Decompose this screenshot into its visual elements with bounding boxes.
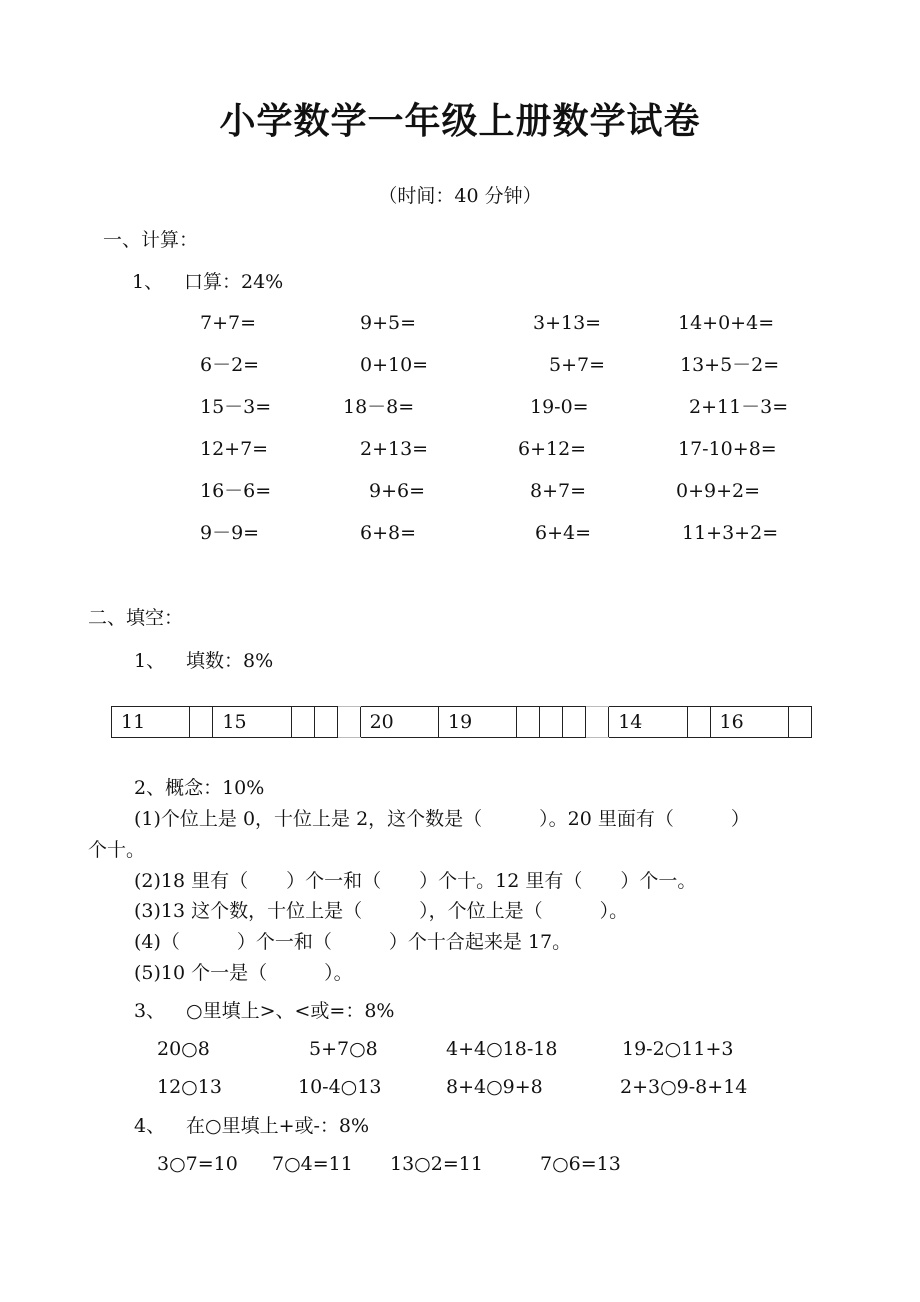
sequence-blank-cell[interactable] <box>586 707 609 738</box>
arith-item: 18－8= <box>343 396 415 418</box>
compare-item: 10-4○13 <box>298 1076 382 1098</box>
sequence-blank-cell[interactable] <box>563 707 586 738</box>
fill-number-label: 填数：8% <box>186 650 274 672</box>
compare-label: ○里填上>、<或=：8% <box>186 1000 395 1022</box>
compare-item: 4+4○18-18 <box>446 1038 558 1060</box>
fill-number-number: 1、 <box>134 650 166 672</box>
arith-item: 0+10= <box>360 354 429 376</box>
page-title: 小学数学一年级上册数学试卷 <box>219 101 701 142</box>
compare-item: 20○8 <box>157 1038 210 1060</box>
compare-item: 5+7○8 <box>309 1038 378 1060</box>
section-2-heading: 二、填空： <box>88 607 184 629</box>
operator-item: 7○4=11 <box>272 1153 353 1175</box>
concept-item: (4)（ ）个一和（ ）个十合起来是 17。 <box>134 931 572 953</box>
arith-item: 3+13= <box>533 312 602 334</box>
sequence-cell: 19 <box>439 707 517 738</box>
compare-item: 2+3○9-8+14 <box>620 1076 748 1098</box>
arith-item: 7+7= <box>200 312 257 334</box>
compare-item: 12○13 <box>157 1076 222 1098</box>
concept-label: 2、概念：10% <box>134 777 265 799</box>
sequence-cell: 16 <box>710 707 788 738</box>
arith-item: 9－9= <box>200 522 260 544</box>
sequence-cell: 20 <box>360 707 438 738</box>
arith-item: 19-0= <box>530 396 589 418</box>
arith-item: 0+9+2= <box>676 480 761 502</box>
concept-item: (1)个位上是 0，十位上是 2，这个数是（ ）。20 里面有（ ） <box>134 808 750 830</box>
concept-item: (2)18 里有（ ）个一和（ ）个十。12 里有（ ）个一。 <box>134 870 697 892</box>
operator-number: 4、 <box>134 1115 166 1137</box>
arith-item: 6－2= <box>200 354 260 376</box>
operator-item: 7○6=13 <box>540 1153 621 1175</box>
operator-item: 13○2=11 <box>390 1153 483 1175</box>
concept-item: (5)10 个一是（ ）。 <box>134 962 353 984</box>
operator-item: 3○7=10 <box>157 1153 238 1175</box>
arith-item: 6+12= <box>518 438 587 460</box>
sequence-blank-cell[interactable] <box>291 707 314 738</box>
arith-item: 6+8= <box>360 522 417 544</box>
arith-item: 12+7= <box>200 438 269 460</box>
section-1-heading: 一、计算： <box>103 229 199 251</box>
arith-item: 5+7= <box>549 354 606 376</box>
sequence-blank-cell[interactable] <box>314 707 337 738</box>
sequence-blank-cell[interactable] <box>337 707 360 738</box>
arith-item: 8+7= <box>530 480 587 502</box>
arith-item: 9+6= <box>369 480 426 502</box>
question-1-number: 1、 <box>132 271 164 293</box>
sequence-blank-cell[interactable] <box>540 707 563 738</box>
arith-item: 9+5= <box>360 312 417 334</box>
arith-item: 15－3= <box>200 396 272 418</box>
question-1-label: 口算：24% <box>184 271 284 293</box>
time-limit: （时间：40 分钟） <box>378 185 542 207</box>
arith-item: 2+11－3= <box>689 396 789 418</box>
arith-item: 6+4= <box>535 522 592 544</box>
concept-item: 个十。 <box>88 839 146 861</box>
sequence-blank-cell[interactable] <box>190 707 213 738</box>
operator-label: 在○里填上+或-：8% <box>186 1115 370 1137</box>
sequence-cell: 11 <box>112 707 190 738</box>
compare-item: 19-2○11+3 <box>622 1038 734 1060</box>
compare-item: 8+4○9+8 <box>446 1076 543 1098</box>
sequence-blank-cell[interactable] <box>517 707 540 738</box>
sequence-blank-cell[interactable] <box>687 707 710 738</box>
arith-item: 16－6= <box>200 480 272 502</box>
arith-item: 17-10+8= <box>678 438 777 460</box>
sequence-cell: 14 <box>609 707 687 738</box>
arith-item: 2+13= <box>360 438 429 460</box>
compare-number: 3、 <box>134 1000 166 1022</box>
number-sequence-table <box>111 706 812 738</box>
arith-item: 11+3+2= <box>682 522 779 544</box>
arith-item: 13+5－2= <box>680 354 780 376</box>
sequence-cell: 15 <box>213 707 291 738</box>
sequence-blank-cell[interactable] <box>788 707 811 738</box>
concept-item: (3)13 这个数，十位上是（ ），个位上是（ ）。 <box>134 900 629 922</box>
arith-item: 14+0+4= <box>678 312 775 334</box>
